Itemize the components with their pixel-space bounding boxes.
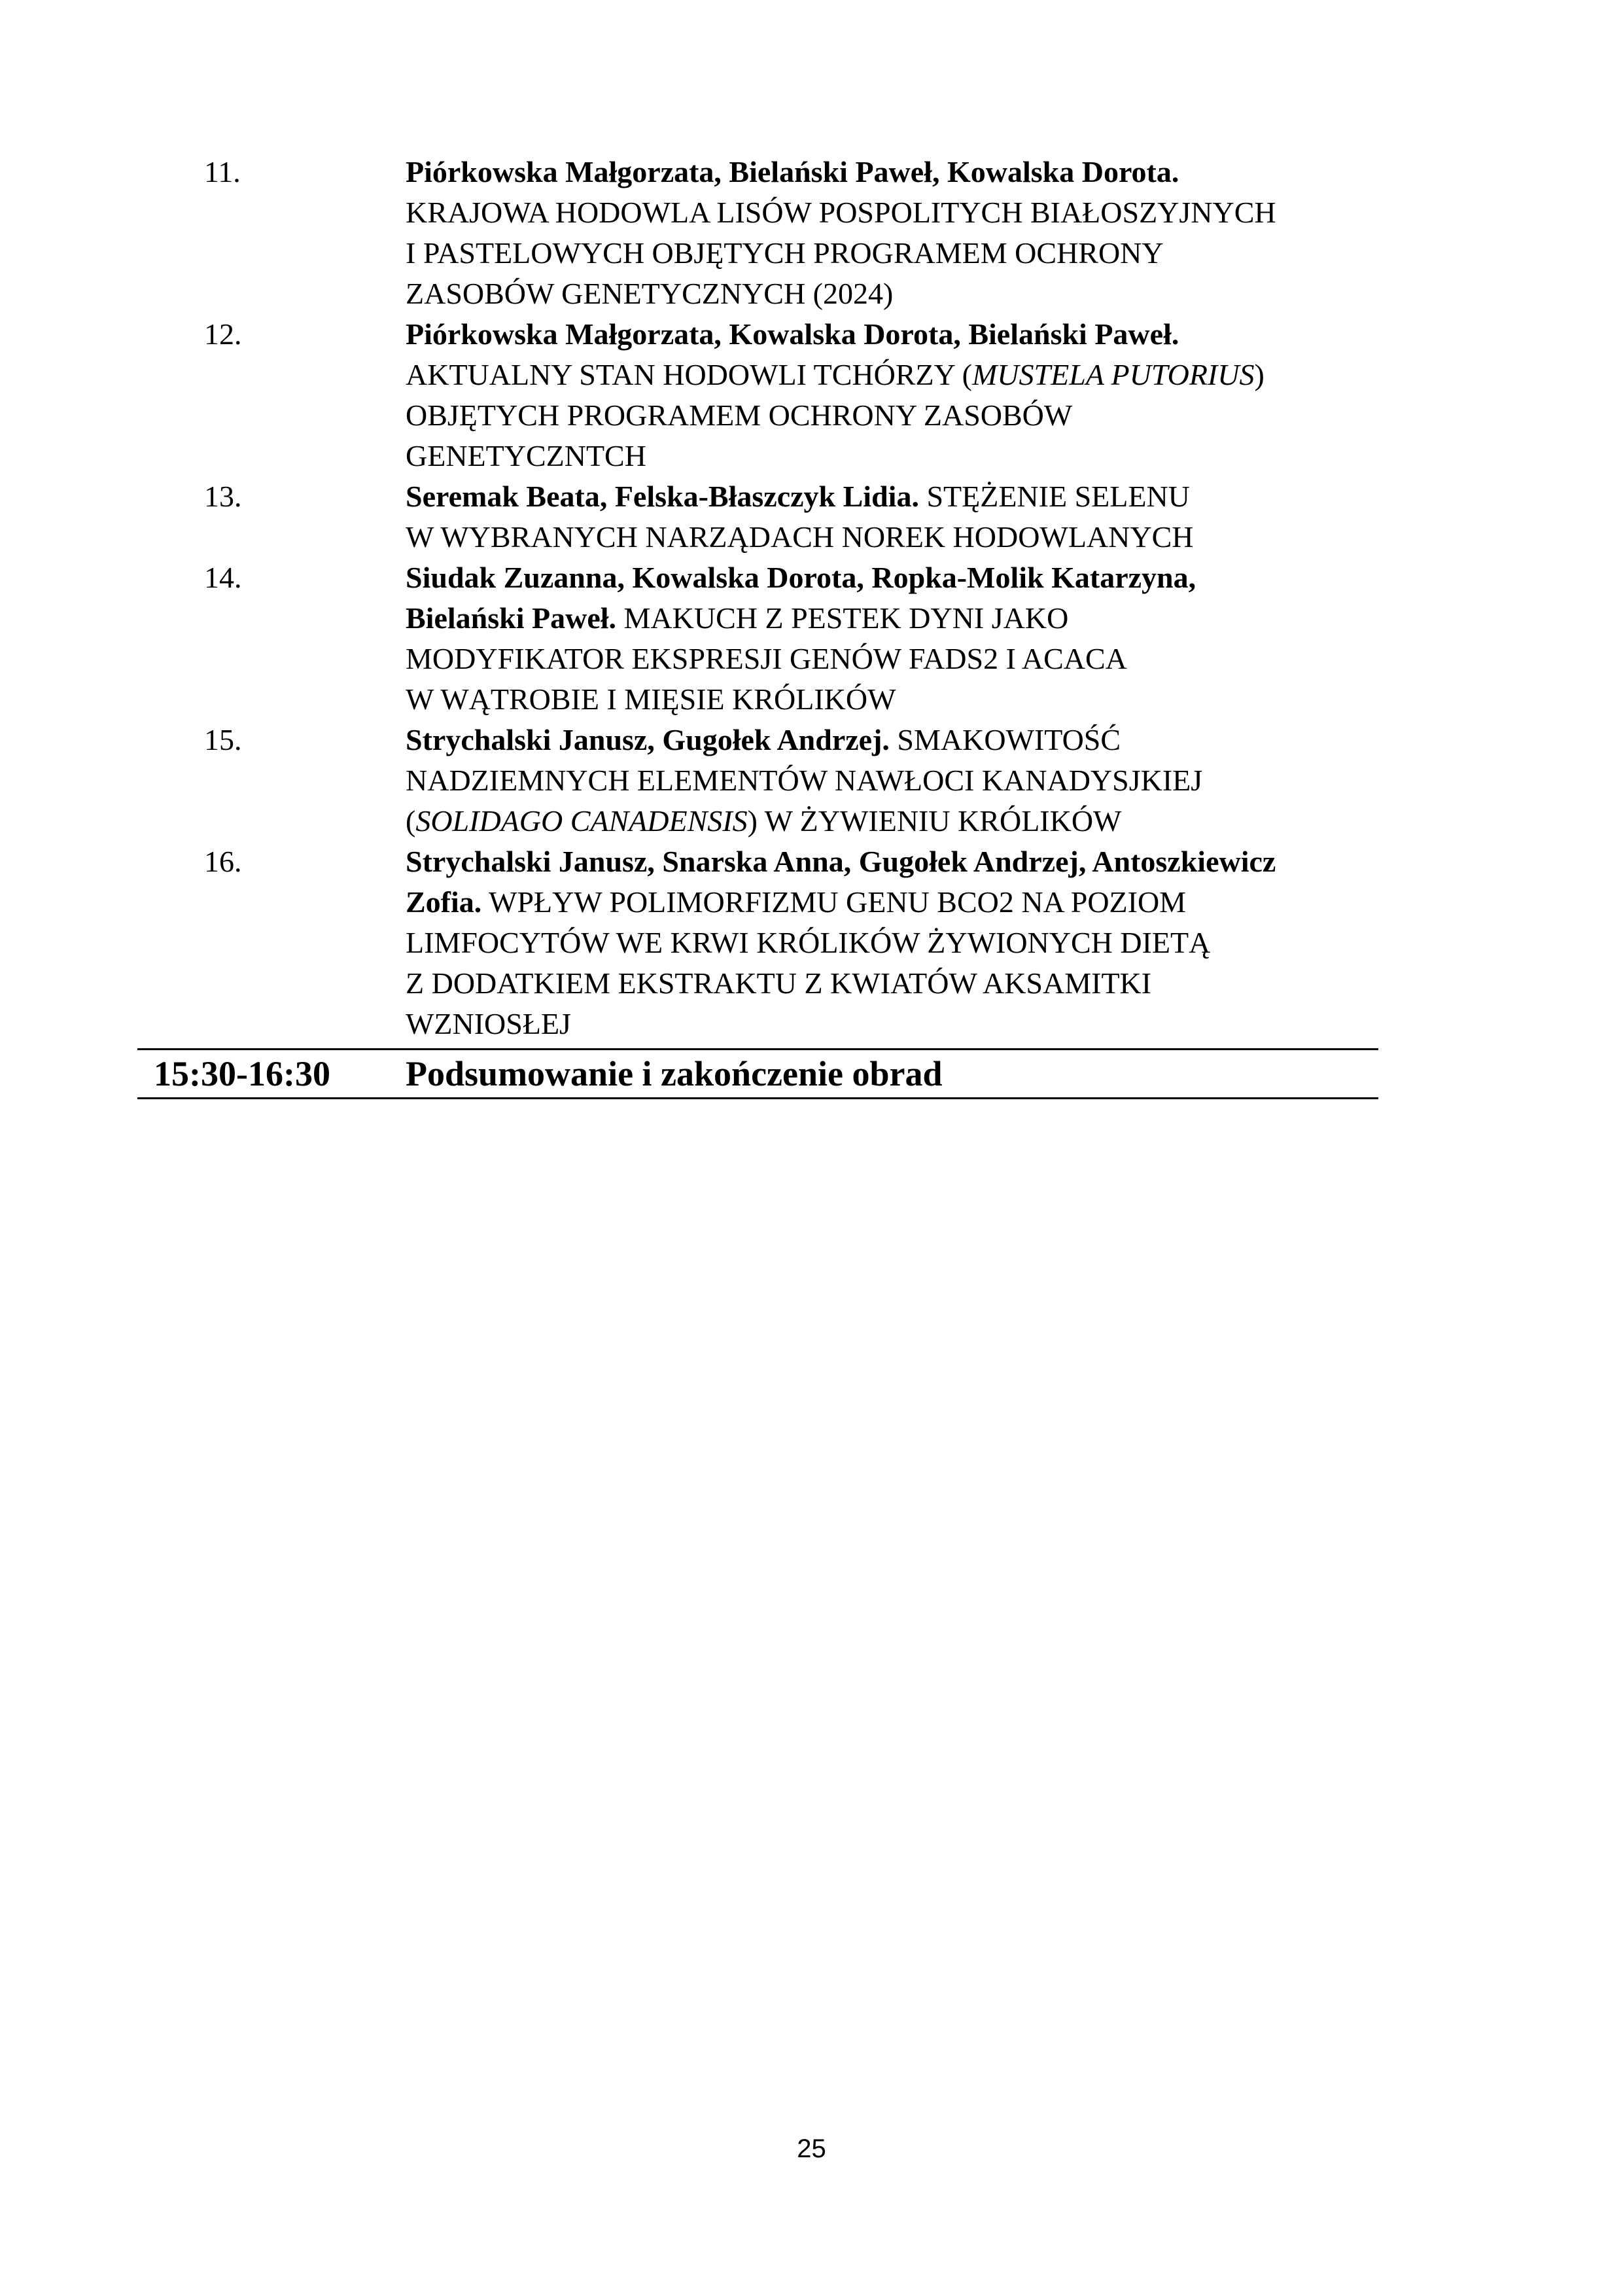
item-authors: Seremak Beata, Felska-Błaszczyk Lidia. xyxy=(406,480,919,513)
list-item xyxy=(0,841,1623,1044)
item-line xyxy=(406,152,1387,192)
item-line xyxy=(406,1004,1387,1044)
item-title-text: SMAKOWITOŚĆ xyxy=(889,723,1121,756)
species-name: MUSTELA PUTORIUS xyxy=(971,358,1255,391)
closing-session-row xyxy=(137,1048,1378,1099)
item-title-text: LIMFOCYTÓW WE KRWI KRÓLIKÓW ŻYWIONYCH DIETĄ xyxy=(406,926,1211,959)
item-number: 15. xyxy=(204,723,242,756)
item-title-text: W WĄTROBIE I MIĘSIE KRÓLIKÓW xyxy=(406,682,896,716)
item-title-text: WPŁYW POLIMORFIZMU GENU BCO2 NA POZIOM xyxy=(481,885,1187,919)
item-number: 14. xyxy=(204,561,242,594)
item-title-text: ) xyxy=(1254,358,1265,391)
item-title-text: Z DODATKIEM EKSTRAKTU Z KWIATÓW AKSAMITKI xyxy=(406,966,1152,1000)
item-title-text: I PASTELOWYCH OBJĘTYCH PROGRAMEM OCHRONY xyxy=(406,236,1164,270)
item-line xyxy=(406,923,1387,963)
item-authors: Strychalski Janusz, Snarska Anna, Gugołek Andrzej, Antoszkiewicz xyxy=(406,845,1276,878)
item-title-text: KRAJOWA HODOWLA LISÓW POSPOLITYCH BIAŁOSZYJNYCH xyxy=(406,196,1276,229)
list-item xyxy=(0,557,1623,720)
item-line xyxy=(406,274,1387,314)
list-item xyxy=(0,152,1623,314)
item-line xyxy=(406,436,1387,476)
item-title-text: STĘŻENIE SELENU xyxy=(918,480,1190,513)
item-title-text: W WYBRANYCH NARZĄDACH NOREK HODOWLANYCH xyxy=(406,520,1194,554)
item-line xyxy=(406,598,1387,639)
item-line xyxy=(406,314,1387,355)
item-line xyxy=(406,963,1387,1004)
item-line xyxy=(406,639,1387,679)
item-authors: Strychalski Janusz, Gugołek Andrzej. xyxy=(406,723,890,756)
list-item xyxy=(0,314,1623,476)
item-authors: Piórkowska Małgorzata, Bielański Paweł, Kowalska Dorota. xyxy=(406,155,1179,188)
item-number: 13. xyxy=(204,480,242,513)
item-line xyxy=(406,760,1387,801)
item-line xyxy=(406,192,1387,233)
item-line xyxy=(406,557,1387,598)
item-title-text: GENETYCZNTCH xyxy=(406,439,646,472)
item-title-text: WZNIOSŁEJ xyxy=(406,1007,571,1040)
item-authors: Siudak Zuzanna, Kowalska Dorota, Ropka-Molik Katarzyna, xyxy=(406,561,1196,594)
item-title-text: ( xyxy=(406,804,416,838)
page-number: 25 xyxy=(797,2134,826,2163)
item-line xyxy=(406,395,1387,436)
item-authors: Piórkowska Małgorzata, Kowalska Dorota, Bielański Paweł. xyxy=(406,317,1179,351)
item-line xyxy=(406,517,1387,557)
list-item xyxy=(0,720,1623,841)
item-authors: Zofia. xyxy=(406,885,482,919)
item-title-text: ZASOBÓW GENETYCZNYCH (2024) xyxy=(406,277,894,310)
item-title-text: MODYFIKATOR EKSPRESJI GENÓW FADS2 I ACACA xyxy=(406,642,1127,675)
item-title-text: NADZIEMNYCH ELEMENTÓW NAWŁOCI KANADYSJKIEJ xyxy=(406,764,1203,797)
species-name: SOLIDAGO CANADENSIS xyxy=(415,804,748,838)
item-title-text: OBJĘTYCH PROGRAMEM OCHRONY ZASOBÓW xyxy=(406,398,1073,432)
item-line xyxy=(406,233,1387,274)
abstract-list xyxy=(0,152,1623,1044)
closing-session-time: 15:30-16:30 xyxy=(154,1054,330,1093)
closing-session-title: Podsumowanie i zakończenie obrad xyxy=(406,1054,943,1093)
item-title-text: MAKUCH Z PESTEK DYNI JAKO xyxy=(616,601,1069,635)
list-item xyxy=(0,476,1623,557)
item-title-text: ) W ŻYWIENIU KRÓLIKÓW xyxy=(747,804,1122,838)
item-number: 11. xyxy=(204,155,241,188)
item-number: 12. xyxy=(204,317,242,351)
item-title-text: AKTUALNY STAN HODOWLI TCHÓRZY ( xyxy=(406,358,972,391)
item-line xyxy=(406,679,1387,720)
item-line xyxy=(406,801,1387,841)
item-line xyxy=(406,720,1387,760)
item-line xyxy=(406,841,1387,882)
item-line xyxy=(406,355,1387,395)
item-authors: Bielański Paweł. xyxy=(406,601,617,635)
item-line xyxy=(406,882,1387,923)
item-number: 16. xyxy=(204,845,242,878)
item-line xyxy=(406,476,1387,517)
